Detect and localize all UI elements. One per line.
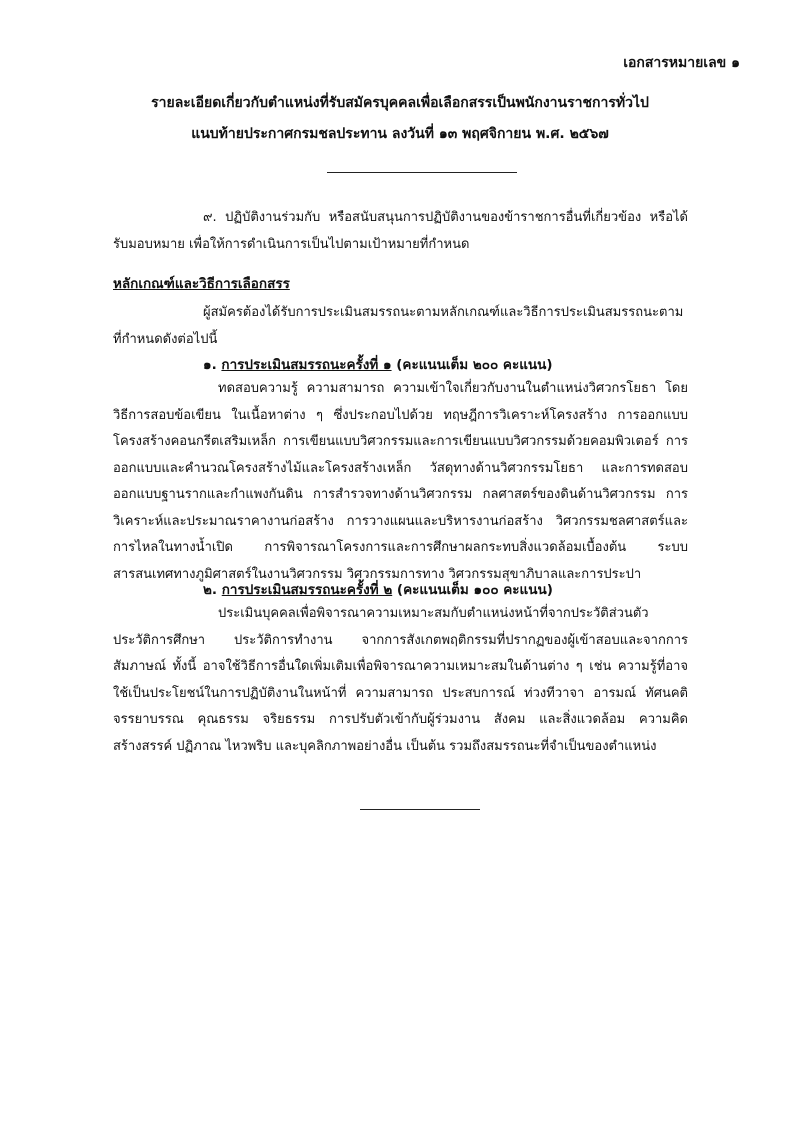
document-title: รายละเอียดเกี่ยวกับตำแหน่งที่รับสมัครบุคคลเพื่อเลือกสรรเป็นพนักงานราชการทั่วไป — [151, 95, 649, 111]
stage-1-body: ทดสอบความรู้ ความสามารถ ความเข้าใจเกี่ยวกับงานในตำแหน่งวิศวกรโยธา โดยวิธีการสอบข้อเขียน ในเนื้อหาต่าง ๆ ซึ่งประกอบไปด้วย ทฤษฎีการวิเคราะห์โครงสร้าง การออกแบบโครงสร้างคอนกรีตเสริมเหล็ก การเขียนแบบวิศวกรรมและการเขียนแบบวิศวกรรมด้วยคอมพิวเตอร์ การออกแบบและคำนวณโครงสร้างไม้และโครงสร้างเหล็ก วัสดุทางด้านวิศวกรรมโยธา และการทดสอบออกแบบฐานรากและกำแพงกันดิน การสำรวจทางด้านวิศวกรรม กลศาสตร์ของดินด้านวิศวกรรม การวิเคราะห์และประมาณราคางานก่อสร้าง การวางแผนและบริหารงานก่อสร้าง วิศวกรรมชลศาสตร์และการไหลในทางน้ำเปิด การพิจารณาโครงการและการศึกษาผลกระทบสิ่งแวดล้อมเบื้องต้น ระบบสารสนเทศทางภูมิศาสตร์ในงานวิศวกรรม วิศวกรรมการทาง วิศวกรรมสุขาภิบาลและการประปา — [113, 381, 688, 582]
document-subtitle: แนบท้ายประกาศกรมชลประทาน ลงวันที่ ๑๓ พฤศจิกายน พ.ศ. ๒๕๖๗ — [191, 126, 609, 142]
stage-2-body: ประเมินบุคคลเพื่อพิจารณาความเหมาะสมกับตำแหน่งหน้าที่จากประวัติส่วนตัว ประวัติการศึกษา ประวัติการทำงาน จากการสังเกตพฤติกรรมที่ปรากฏของผู้เข้าสอบและจากการสัมภาษณ์ ทั้งนี้ อาจใช้วิธีการอื่นใดเพิ่มเติมเพื่อพิจารณาความเหมาะสมในด้านต่าง ๆ เช่น ความรู้ที่อาจใช้เป็นประโยชน์ในการปฏิบัติงานในหน้าที่ ความสามารถ ประสบการณ์ ท่วงทีวาจา อารมณ์ ทัศนคติ จรรยาบรรณ คุณธรรม จริยธรรม การปรับตัวเข้ากับผู้ร่วมงาน สังคม และสิ่งแวดล้อม ความคิดสร้างสรรค์ ปฏิภาณ ไหวพริบ และบุคลิกภาพอย่างอื่น เป็นต้น รวมถึงสมรรถนะที่จำเป็นของตำแหน่ง — [113, 606, 688, 754]
stage-1-score: (คะแนนเต็ม ๒๐๐ คะแนน) — [396, 357, 553, 373]
title-divider — [327, 172, 517, 173]
stage-2-number: ๒. — [203, 582, 218, 598]
end-divider — [360, 809, 480, 810]
stage-1-title: การประเมินสมรรถนะครั้งที่ ๑ — [221, 357, 392, 373]
stage-2-heading — [203, 578, 553, 600]
stage-2-title: การประเมินสมรรถนะครั้งที่ ๒ — [221, 582, 393, 598]
document-number: เอกสารหมายเลข ๑ — [623, 55, 740, 71]
selection-intro-paragraph: ผู้สมัครต้องได้รับการประเมินสมรรถนะตามหลักเกณฑ์และวิธีการประเมินสมรรถนะตามที่กำหนดดังต่อไปนี้ — [113, 305, 684, 347]
stage-2-score: (คะแนนเต็ม ๑๐๐ คะแนน) — [396, 582, 553, 598]
stage-1-heading — [203, 353, 553, 375]
stage-1-number: ๑. — [203, 357, 217, 373]
selection-criteria-heading: หลักเกณฑ์และวิธีการเลือกสรร — [113, 276, 290, 292]
duty-paragraph: ๙. ปฏิบัติงานร่วมกับ หรือสนับสนุนการปฏิบัติงานของข้าราชการอื่นที่เกี่ยวข้อง หรือได้รับมอบหมาย เพื่อให้การดำเนินการเป็นไปตามเป้าหมายที่กำหนด — [113, 210, 688, 252]
